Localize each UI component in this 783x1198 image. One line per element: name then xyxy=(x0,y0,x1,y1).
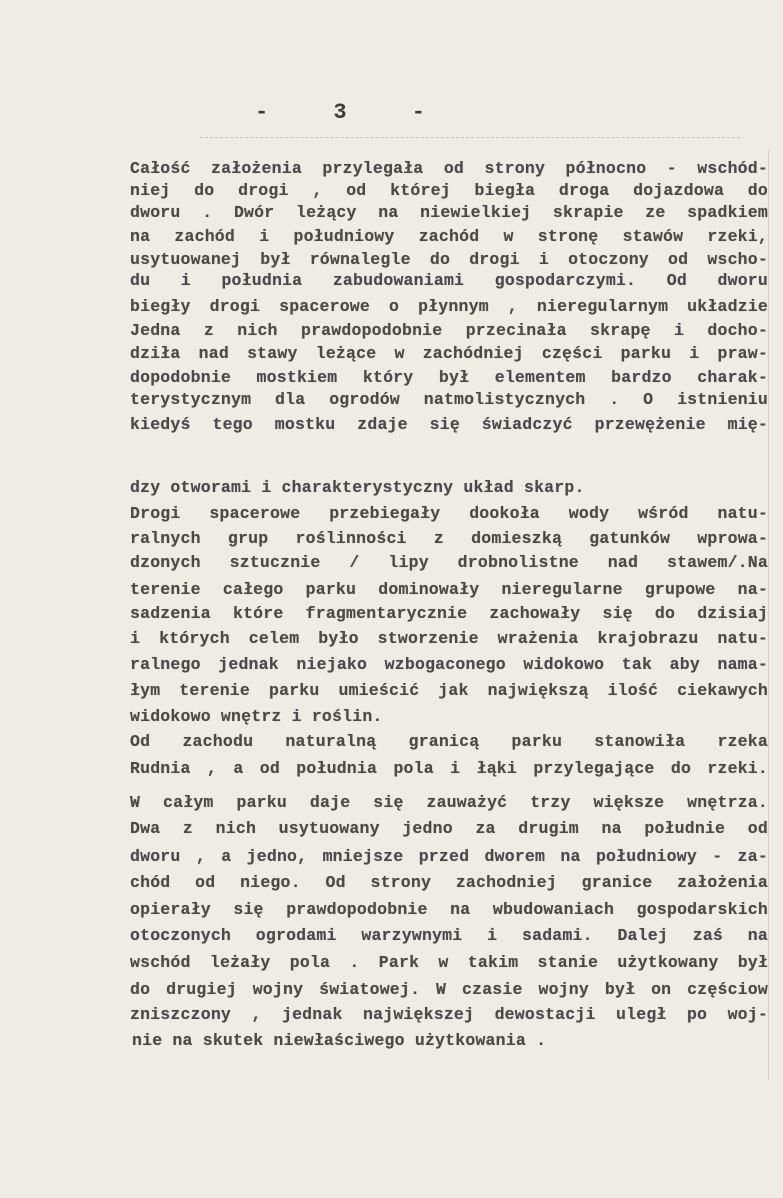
text-line: terystycznym dla ogrodów natmolistycznych . O istnieniu xyxy=(130,390,768,409)
text-line: chód od niego. Od strony zachodniej granice założenia xyxy=(130,873,768,892)
page-number-value: 3 xyxy=(333,100,347,125)
text-line: terenie całego parku dominowały nieregularne grupowe na- xyxy=(130,580,768,599)
text-line: zniszczony , jednak największej dewostacji uległ po woj- xyxy=(130,1005,768,1024)
text-line: widokowo wnętrz i roślin. xyxy=(130,707,383,726)
text-line: kiedyś tego mostku zdaje się świadczyć przewężenie mię- xyxy=(130,415,768,434)
text-line: W całym parku daje się zauważyć trzy większe wnętrza. xyxy=(130,793,768,812)
text-line: dworu , a jedno, mniejsze przed dworem na południowy - za- xyxy=(130,847,768,866)
text-line: na zachód i południowy zachód w stronę stawów rzeki, xyxy=(130,227,768,246)
text-line: i których celem było stworzenie wrażenia krajobrazu natu- xyxy=(130,629,768,648)
page-number-dash-left: - xyxy=(255,100,269,125)
text-line: sadzenia które fragmentarycznie zachowały się do dzisiaj xyxy=(130,604,768,623)
text-line: do drugiej wojny światowej. W czasie wojny był on częściow xyxy=(130,980,768,999)
text-line: opierały się prawdopodobnie na wbudowaniach gospodarskich xyxy=(130,900,768,919)
text-line: otoczonych ogrodami warzywnymi i sadami. Dalej zaś na xyxy=(130,926,768,945)
text-line: dopodobnie mostkiem który był elementem bardzo charak- xyxy=(130,368,768,387)
page-number-dash-right: - xyxy=(411,100,425,125)
text-line: du i południa zabudowaniami gospodarczymi. Od dworu xyxy=(130,271,768,290)
text-line: Rudnia , a od południa pola i łąki przylegające do rzeki. xyxy=(130,759,768,778)
text-line: dziła nad stawy leżące w zachódniej części parku i praw- xyxy=(130,344,768,363)
page-number xyxy=(255,100,425,125)
text-line: biegły drogi spacerowe o płynnym , nieregularnym układzie xyxy=(130,297,768,316)
text-line: dzy otworami i charakterystyczny układ skarp. xyxy=(130,478,585,497)
text-line: niej do drogi , od której biegła droga dojazdowa do xyxy=(130,181,768,200)
text-line: dworu . Dwór leżący na niewielkiej skrapie ze spadkiem xyxy=(130,203,768,222)
divider xyxy=(200,137,740,138)
page-edge xyxy=(768,150,769,1080)
text-line: Całość założenia przylegała od strony północno - wschód- xyxy=(130,159,768,178)
text-line: łym terenie parku umieścić jak największą ilość ciekawych xyxy=(130,681,768,700)
text-line: ralnych grup roślinności z domieszką gatunków wprowa- xyxy=(130,529,768,548)
text-line: Jedna z nich prawdopodobnie przecinała skrapę i docho- xyxy=(130,321,768,340)
text-line: dzonych sztucznie / lipy drobnolistne nad stawem/.Na xyxy=(130,553,768,572)
text-line: ralnego jednak niejako wzbogaconego widokowo tak aby nama- xyxy=(130,655,768,674)
text-line: Drogi spacerowe przebiegały dookoła wody wśród natu- xyxy=(130,504,768,523)
text-line: nie na skutek niewłaściwego użytkowania . xyxy=(132,1031,547,1050)
text-line: Dwa z nich usytuowany jedno za drugim na południe od xyxy=(130,819,768,838)
text-line: usytuowanej był równalegle do drogi i otoczony od wscho- xyxy=(130,250,768,269)
text-line: Od zachodu naturalną granicą parku stanowiła rzeka xyxy=(130,732,768,751)
text-line: wschód leżały pola . Park w takim stanie użytkowany był xyxy=(130,953,768,972)
